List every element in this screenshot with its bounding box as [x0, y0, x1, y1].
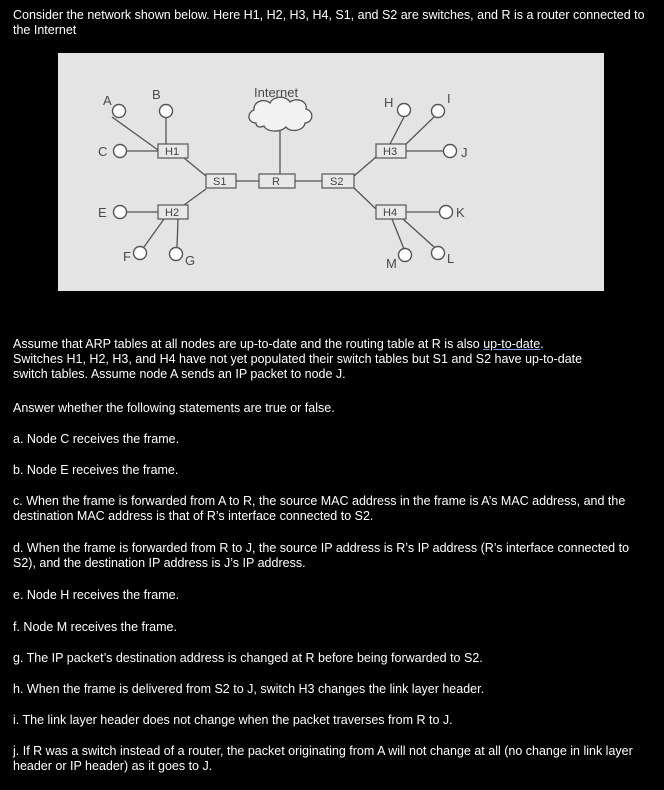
instruction-text: Answer whether the following statements are true or false.: [13, 401, 335, 415]
statement-d: d. When the frame is forwarded from R to J, the source IP address is R’s IP address (R’s interface connected to S2), and the destination IP address is J’s IP address.: [13, 541, 630, 570]
host-label: M: [386, 256, 397, 271]
switch-label: S1: [213, 176, 227, 188]
host-m: [399, 249, 412, 262]
host-l: [432, 247, 445, 260]
host-i: [432, 105, 445, 118]
network-diagram: [58, 53, 604, 291]
switch-label: H4: [383, 207, 398, 219]
host-label: K: [456, 205, 465, 220]
statement-h: h. When the frame is delivered from S2 to J, switch H3 changes the link layer header.: [13, 682, 485, 696]
assumption-line-3: switch tables. Assume node A sends an IP packet to node J.: [13, 367, 346, 381]
statement-g: g. The IP packet’s destination address is changed at R before being forwarded to S2.: [13, 651, 483, 665]
statement-j: j. If R was a switch instead of a router, the packet originating from A will not change at all (no change in link layer header or IP header) as it goes to J.: [13, 744, 633, 773]
host-f: [134, 247, 147, 260]
host-label: L: [447, 251, 455, 266]
statement-i: i. The link layer header does not change when the packet traverses from R to J.: [13, 713, 453, 727]
host-label: G: [185, 253, 196, 268]
host-c: [114, 145, 127, 158]
statement-f: f. Node M receives the frame.: [13, 620, 177, 634]
switch-label: H1: [165, 146, 180, 158]
host-label: J: [461, 145, 468, 160]
host-label: H: [384, 95, 394, 110]
router-label: R: [272, 176, 280, 188]
host-label: A: [103, 93, 112, 108]
host-j: [444, 145, 457, 158]
host-label: E: [98, 205, 107, 220]
assumption-line-1: Assume that ARP tables at all nodes are up-to-date and the routing table at R is also up-to-date.: [13, 337, 544, 351]
host-label: C: [98, 144, 108, 159]
host-b: [160, 105, 173, 118]
switch-label: H2: [165, 207, 180, 219]
assumption-line-2: Switches H1, H2, H3, and H4 have not yet populated their switch tables but S1 and S2 have up-to-date: [13, 352, 583, 366]
network-diagram-svg: [58, 53, 604, 291]
statement-b: b. Node E receives the frame.: [13, 463, 179, 477]
statement-a: a. Node C receives the frame.: [13, 432, 180, 446]
switch-label: S2: [330, 176, 344, 188]
statement-e: e. Node H receives the frame.: [13, 588, 180, 602]
statement-c: c. When the frame is forwarded from A to R, the source MAC address in the frame is A’s MAC address, and the destination MAC address is that of R’s interface connected to S2.: [13, 494, 626, 523]
assumption-text: [13, 337, 653, 382]
internet-label: Internet: [254, 85, 299, 100]
host-label: B: [152, 87, 161, 102]
host-a: [113, 105, 126, 118]
switch-label: H3: [383, 146, 398, 158]
host-e: [114, 206, 127, 219]
host-h: [398, 104, 411, 117]
internet-cloud-icon: [249, 97, 312, 131]
host-k: [440, 206, 453, 219]
underlined-term: up-to-date: [483, 337, 541, 351]
host-g: [170, 248, 183, 261]
host-label: I: [447, 91, 451, 106]
host-label: F: [123, 249, 131, 264]
intro-text: Consider the network shown below. Here H1, H2, H3, H4, S1, and S2 are switches, and R is a router connected to the Internet: [13, 8, 645, 37]
